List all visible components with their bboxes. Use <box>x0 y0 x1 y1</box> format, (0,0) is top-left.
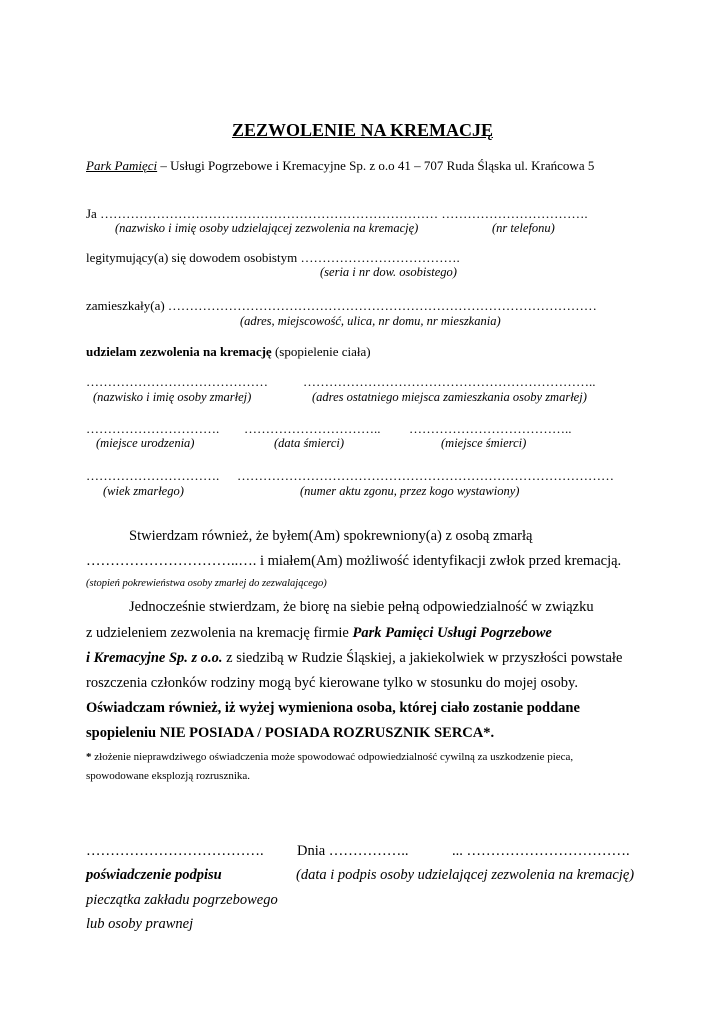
relation-paragraph-line-1: Stwierdzam również, że byłem(Am) spokrewniony(a) z osobą zmarłą <box>129 528 533 544</box>
responsibility-line-2-text: z udzieleniem zezwolenia na kremację firmie <box>86 625 353 641</box>
pacemaker-declaration-line-1: Oświadczam również, iż wyżej wymieniona osoba, której ciało zostanie poddane <box>86 700 580 716</box>
deceased-address-caption: (adres ostatniego miejsca zamieszkania osoby zmarłej) <box>312 390 587 404</box>
consent-line <box>86 344 371 360</box>
footnote-star: * <box>86 751 92 763</box>
stamp-caption-line-2: lub osoby prawnej <box>86 916 194 932</box>
address-caption: (adres, miejscowość, ulica, nr domu, nr mieszkania) <box>240 314 501 328</box>
death-date-caption: (data śmierci) <box>274 436 345 450</box>
relation-paragraph-line-2: …………………………..…. i miałem(Am) możliwość identyfikacji zwłok przed kremacją. <box>86 553 622 569</box>
death-date-dots: ………………………….. <box>244 421 381 436</box>
id-document-caption: (seria i nr dow. osobistego) <box>320 265 457 279</box>
company-line <box>86 158 594 174</box>
applicant-name-line: Ja …………………………………………………………………… ……………………………. <box>86 206 588 221</box>
signature-certification-dots: ………………………………. <box>86 843 264 859</box>
deceased-name-caption: (nazwisko i imię osoby zmarłej) <box>93 390 252 404</box>
pacemaker-declaration-line-2: spopieleniu NIE POSIADA / POSIADA ROZRUSZNIK SERCA*. <box>86 725 495 741</box>
death-certificate-caption: (numer aktu zgonu, przez kogo wystawiony) <box>300 484 520 498</box>
company-suffix-bold: i Kremacyjne Sp. z o.o. <box>86 650 223 666</box>
responsibility-line-4: roszczenia członków rodziny mogą być kierowane tylko w stosunku do mojej osoby. <box>86 675 578 691</box>
death-place-dots: ……………………………….. <box>409 421 572 436</box>
responsibility-line-3 <box>86 650 622 667</box>
company-name-bold: Park Pamięci Usługi Pogrzebowe <box>352 625 552 641</box>
responsibility-line-2 <box>86 625 552 642</box>
birthplace-caption: (miejsce urodzenia) <box>96 436 195 450</box>
address-line: zamieszkały(a) ……………………………………………………………………………………… <box>86 298 597 313</box>
age-dots: …………………………. <box>86 468 220 483</box>
responsibility-line-1: Jednocześnie stwierdzam, że biorę na siebie pełną odpowiedzialność w związku <box>129 599 594 615</box>
company-name: Park Pamięci <box>86 158 158 173</box>
signature-certification-caption: poświadczenie podpisu <box>86 867 222 883</box>
company-address: – Usługi Pogrzebowe i Kremacyjne Sp. z o.o 41 – 707 Ruda Śląska ul. Krańcowa 5 <box>157 158 595 173</box>
consent-bold-text: udzielam zezwolenia na kremację <box>86 344 272 359</box>
phone-caption: (nr telefonu) <box>492 221 555 235</box>
footnote-line-2: spowodowane eksplozją rozrusznika. <box>86 770 251 782</box>
document-title: ZEZWOLENIE NA KREMACJĘ <box>231 120 494 140</box>
applicant-name-caption: (nazwisko i imię osoby udzielającej zezwolenia na kremację) <box>115 221 419 235</box>
birthplace-dots: …………………………. <box>86 421 220 436</box>
responsibility-line-3-text: z siedzibą w Rudzie Śląskiej, a jakiekolwiek w przyszłości powstałe <box>222 650 623 666</box>
death-certificate-dots: …………………………………………………………………………… <box>237 468 614 483</box>
signature-dots: ... ……………………………. <box>452 843 630 859</box>
relation-caption: (stopień pokrewieństwa osoby zmarłej do zezwalającego) <box>86 578 327 589</box>
deceased-address-dots: ………………………………………………………….. <box>303 374 596 389</box>
footnote-text: złożenie nieprawdziwego oświadczenia może spowodować odpowiedzialność cywilną za uszkodzenie pieca, <box>91 751 574 763</box>
stamp-caption-line-1: pieczątka zakładu pogrzebowego <box>86 892 278 908</box>
footnote-line-1 <box>86 751 573 763</box>
deceased-name-dots: …………………………………… <box>86 374 268 389</box>
consent-rest-text: (spopielenie ciała) <box>271 344 371 359</box>
id-document-line: legitymujący(a) się dowodem osobistym ………………………………. <box>86 250 460 265</box>
date-field: Dnia …………….. <box>297 843 409 859</box>
date-signature-caption: (data i podpis osoby udzielającej zezwolenia na kremację) <box>296 867 635 883</box>
death-place-caption: (miejsce śmierci) <box>441 436 527 450</box>
age-caption: (wiek zmarłego) <box>103 484 184 498</box>
